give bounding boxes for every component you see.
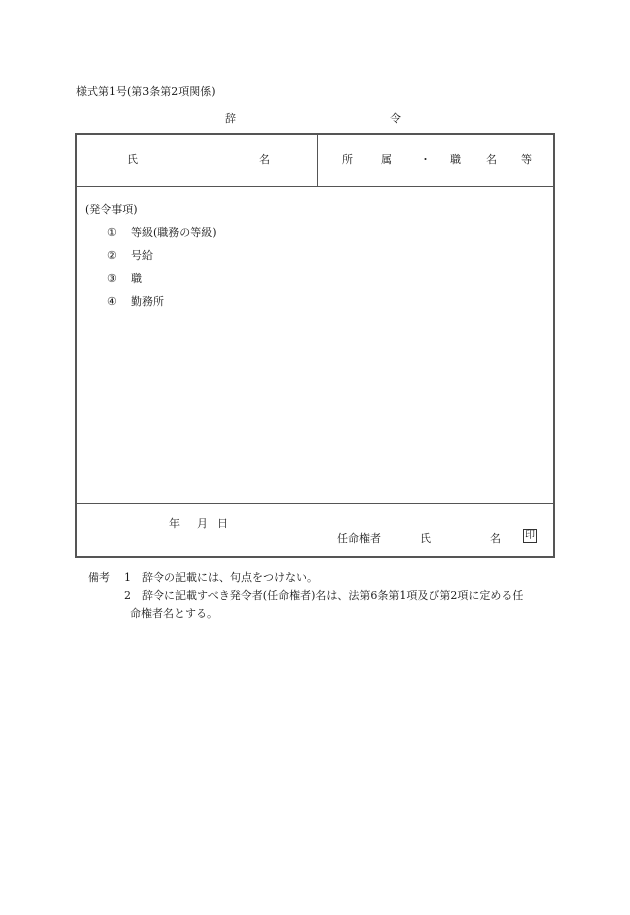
header-affiliation-char-zoku: 属 <box>381 153 392 166</box>
seal-mark: 印 <box>525 530 535 541</box>
footer-divider <box>77 503 553 504</box>
date-month-label: 月 <box>197 517 208 530</box>
note-text-continuation: 命権者名とする。 <box>130 607 218 620</box>
header-position-char-tou: 等 <box>521 153 532 166</box>
note-text: 辞令の記載には、句点をつけない。 <box>142 571 318 584</box>
matters-item <box>107 226 217 240</box>
authority-name-char-mei: 名 <box>490 532 501 545</box>
title-char-2: 令 <box>390 112 401 125</box>
header-affiliation-char-sho: 所 <box>342 153 353 166</box>
form-number: 様式第1号(第3条第2項関係) <box>76 85 216 98</box>
header-separator-dot: ・ <box>420 153 431 166</box>
matters-item-number: ④ <box>107 295 117 308</box>
header-position-char-mei: 名 <box>486 153 497 166</box>
matters-item <box>107 272 142 286</box>
note-number: 1 <box>124 571 131 584</box>
matters-item-number: ③ <box>107 272 117 285</box>
matters-item <box>107 295 164 309</box>
header-row <box>77 135 553 187</box>
authority-name-char-shi: 氏 <box>420 532 431 545</box>
matters-item-label: 勤務所 <box>131 295 164 308</box>
appointment-form-box <box>75 133 555 558</box>
matters-item <box>107 249 153 263</box>
date-day-label: 日 <box>217 517 228 530</box>
matters-item-label: 等級(職務の等級) <box>131 226 217 239</box>
header-name-char-shi: 氏 <box>127 153 138 166</box>
matters-item-label: 職 <box>131 272 142 285</box>
notes-label: 備考 <box>88 571 110 584</box>
date-year-label: 年 <box>169 517 180 530</box>
header-position-char-shoku: 職 <box>450 153 461 166</box>
matters-heading: (発令事項) <box>85 203 138 216</box>
matters-item-number: ② <box>107 249 117 262</box>
title-char-1: 辞 <box>225 112 236 125</box>
header-name-char-mei: 名 <box>259 153 270 166</box>
appointing-authority-label: 任命権者 <box>337 532 381 545</box>
header-divider <box>317 135 318 187</box>
note-number: 2 <box>124 589 131 602</box>
matters-item-number: ① <box>107 226 117 239</box>
note-text: 辞令に記載すべき発令者(任命権者)名は、法第6条第1項及び第2項に定める任 <box>142 589 524 602</box>
matters-item-label: 号給 <box>131 249 153 262</box>
